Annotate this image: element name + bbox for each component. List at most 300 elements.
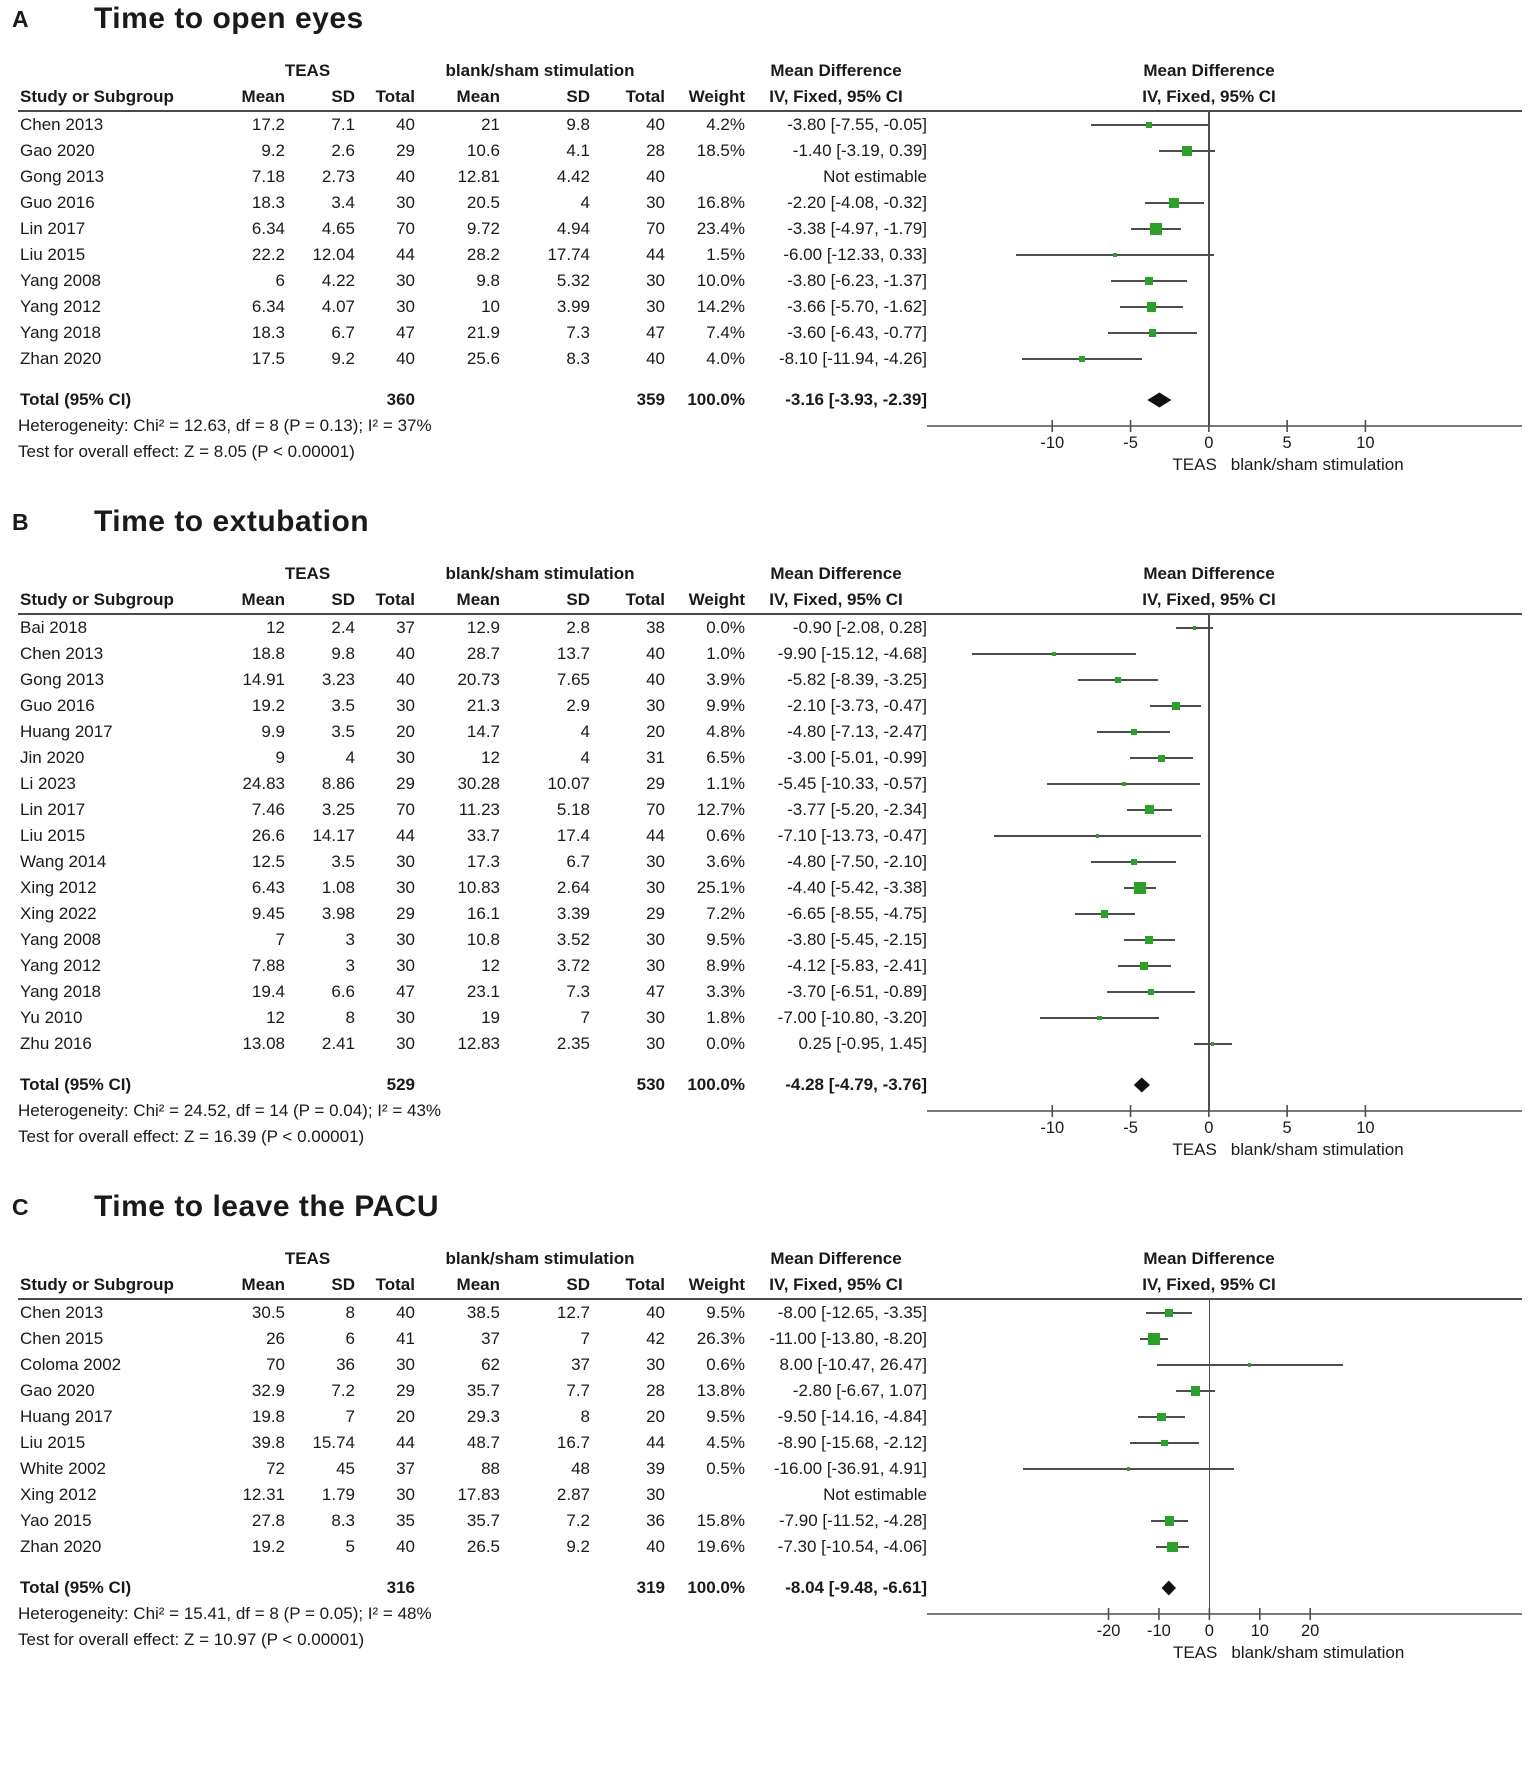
plot-cell [927, 294, 1522, 320]
total-teas: 40 [396, 167, 415, 186]
col-mean-control: Mean [456, 87, 500, 106]
total-control: 28 [646, 141, 665, 160]
mean-teas: 7 [275, 930, 285, 949]
md-ci: -3.16 [-3.93, -2.39] [785, 390, 927, 409]
study-name: White 2002 [20, 1459, 106, 1478]
study-row [18, 320, 1522, 346]
sd-teas: 6.7 [331, 323, 355, 342]
study-row [18, 1430, 1522, 1456]
mean-teas: 18.3 [251, 193, 285, 212]
sd-teas: 9.2 [331, 349, 355, 368]
sd-teas: 8 [345, 1303, 355, 1322]
axis-tick-label: 5 [1282, 1119, 1292, 1137]
total-control: 530 [636, 1075, 665, 1094]
md-ci: -3.60 [-6.43, -0.77] [787, 323, 927, 342]
study-row [18, 294, 1522, 320]
mean-control: 28.2 [466, 245, 500, 264]
col-weight: Weight [688, 87, 745, 106]
mean-control: 10.6 [466, 141, 500, 160]
row-cells [18, 771, 927, 797]
plot-cell [927, 849, 1522, 875]
plot-cell [927, 797, 1522, 823]
panel-footer [18, 1601, 1522, 1671]
weight: 3.9% [706, 670, 745, 689]
sd-control: 9.2 [566, 1537, 590, 1556]
plot-cell [927, 1404, 1522, 1430]
total-control: 40 [646, 670, 665, 689]
x-axis-area [927, 1601, 1522, 1671]
sd-control: 37 [571, 1355, 590, 1374]
column-header-row [18, 1272, 1522, 1300]
weight: 6.5% [706, 748, 745, 767]
mean-teas: 7.18 [251, 167, 285, 186]
mean-control: 17.83 [457, 1485, 500, 1504]
sd-control: 5.32 [556, 271, 590, 290]
total-teas: 30 [396, 748, 415, 767]
total-teas: 30 [396, 1008, 415, 1027]
effect-marker [1131, 729, 1137, 735]
sd-control: 7 [580, 1008, 590, 1027]
effect-marker [1172, 702, 1180, 710]
mean-control: 25.6 [466, 349, 500, 368]
mean-control: 12.81 [457, 167, 500, 186]
effect-marker [1113, 253, 1117, 257]
total-teas: 41 [396, 1329, 415, 1348]
sd-control: 3.72 [556, 956, 590, 975]
study-row [18, 771, 1522, 797]
study-name: Chen 2013 [20, 1303, 104, 1322]
study-row [18, 979, 1522, 1005]
effect-marker [1145, 936, 1153, 944]
effect-marker [1101, 910, 1108, 917]
study-row [18, 1300, 1522, 1326]
md-ci: Not estimable [823, 167, 927, 186]
mean-control: 21.3 [466, 696, 500, 715]
study-row [18, 1482, 1522, 1508]
study-name: Huang 2017 [20, 722, 113, 741]
zero-line [1208, 112, 1210, 426]
panel-title: Time to leave the PACU [94, 1190, 439, 1223]
sd-teas: 1.08 [321, 878, 355, 897]
plot-cell [927, 927, 1522, 953]
mean-difference-header: Mean Difference [770, 564, 902, 583]
sd-teas: 3 [345, 956, 355, 975]
total-control: 30 [646, 1355, 665, 1374]
col-method: IV, Fixed, 95% CI [769, 1275, 903, 1294]
row-cells [18, 320, 927, 346]
plot-cell [927, 320, 1522, 346]
sd-teas: 3.25 [321, 800, 355, 819]
row-cells [18, 1300, 927, 1326]
sd-control: 4 [580, 722, 590, 741]
mean-teas: 7.46 [251, 800, 285, 819]
total-teas: 40 [396, 644, 415, 663]
study-name: Li 2023 [20, 774, 76, 793]
total-teas: 40 [396, 1303, 415, 1322]
plot-cell [927, 823, 1522, 849]
study-name: Yang 2012 [20, 297, 101, 316]
study-name: Jin 2020 [20, 748, 85, 767]
mean-teas: 26.6 [251, 826, 285, 845]
col-sd-teas: SD [331, 1275, 355, 1294]
study-row [18, 112, 1522, 138]
md-ci: -4.40 [-5.42, -3.38] [787, 878, 927, 897]
col-mean-teas: Mean [241, 1275, 285, 1294]
sd-teas: 3 [345, 930, 355, 949]
total-teas: 35 [396, 1511, 415, 1530]
total-teas: 20 [396, 722, 415, 741]
mean-control: 10 [481, 297, 500, 316]
sd-teas: 6 [345, 1329, 355, 1348]
md-ci: -6.65 [-8.55, -4.75] [787, 904, 927, 923]
mean-teas: 9.45 [251, 904, 285, 923]
weight: 0.6% [706, 826, 745, 845]
sd-teas: 3.5 [331, 696, 355, 715]
total-control: 40 [646, 167, 665, 186]
panel-body [18, 615, 1538, 1168]
total-teas: 29 [396, 774, 415, 793]
total-control: 40 [646, 644, 665, 663]
total-control: 39 [646, 1459, 665, 1478]
row-spacer [18, 1560, 1538, 1575]
total-teas: 30 [396, 1485, 415, 1504]
md-ci: -7.30 [-10.54, -4.06] [777, 1537, 927, 1556]
plot-cell [927, 1352, 1522, 1378]
total-control: 40 [646, 115, 665, 134]
mean-teas: 12.31 [242, 1485, 285, 1504]
study-name: Gao 2020 [20, 141, 95, 160]
plot-cell [927, 216, 1522, 242]
sd-control: 4.1 [566, 141, 590, 160]
mean-teas: 19.2 [251, 1537, 285, 1556]
col-study: Study or Subgroup [20, 87, 174, 106]
x-axis [927, 1607, 1522, 1621]
plot-cell [927, 164, 1522, 190]
study-row [18, 693, 1522, 719]
plot-cell [927, 641, 1522, 667]
total-teas: 70 [396, 800, 415, 819]
plot-cell [927, 1378, 1522, 1404]
col-total-teas: Total [375, 590, 415, 609]
mean-control: 29.3 [466, 1407, 500, 1426]
mean-teas [200, 387, 285, 413]
sd-control [500, 1575, 590, 1601]
row-cells [18, 927, 927, 953]
row-cells [18, 979, 927, 1005]
mean-difference-plot-header: Mean Difference [1143, 564, 1275, 583]
row-cells [18, 719, 927, 745]
axis-tick-label: 10 [1356, 434, 1375, 452]
sd-control: 4 [580, 193, 590, 212]
study-name: Gong 2013 [20, 167, 105, 186]
weight: 26.3% [696, 1329, 745, 1348]
mean-teas: 30.5 [251, 1303, 285, 1322]
mean-difference-plot-header: Mean Difference [1143, 1249, 1275, 1268]
study-name: Guo 2016 [20, 696, 95, 715]
total-control: 42 [646, 1329, 665, 1348]
panel-footer [18, 413, 1522, 483]
sd-teas: 9.8 [331, 644, 355, 663]
row-cells [18, 1352, 927, 1378]
study-name: Bai 2018 [20, 618, 88, 637]
sd-teas: 1.79 [321, 1485, 355, 1504]
sd-control: 4.94 [556, 219, 590, 238]
weight: 100.0% [687, 390, 745, 409]
sd-control: 7.7 [566, 1381, 590, 1400]
axis-tick-label: 5 [1282, 434, 1292, 452]
plot-cell [927, 268, 1522, 294]
mean-control: 16.1 [466, 904, 500, 923]
sd-teas [285, 1072, 355, 1098]
total-teas: 70 [396, 219, 415, 238]
mean-control: 10.8 [466, 930, 500, 949]
weight: 18.5% [696, 141, 745, 160]
weight: 1.0% [706, 644, 745, 663]
panel-c-header [12, 1190, 1538, 1244]
total-teas: 29 [396, 141, 415, 160]
total-teas: 47 [396, 982, 415, 1001]
mean-teas: 70 [266, 1355, 285, 1374]
mean-control: 14.7 [466, 722, 500, 741]
sd-teas: 3.5 [331, 722, 355, 741]
md-ci: -4.80 [-7.50, -2.10] [787, 852, 927, 871]
row-cells [18, 1072, 927, 1098]
mean-teas: 12 [266, 1008, 285, 1027]
sd-control: 3.99 [556, 297, 590, 316]
weight: 1.5% [706, 245, 745, 264]
group-header-row [18, 58, 1522, 84]
mean-control: 9.8 [476, 271, 500, 290]
plot-cell [927, 242, 1522, 268]
effect-marker [1167, 1542, 1178, 1553]
total-control: 36 [646, 1511, 665, 1530]
total-control: 30 [646, 1008, 665, 1027]
mean-control [415, 1575, 500, 1601]
x-axis-area [927, 1098, 1522, 1168]
row-cells [18, 1482, 927, 1508]
total-control: 20 [646, 722, 665, 741]
col-sd-teas: SD [331, 590, 355, 609]
heterogeneity-note: Heterogeneity: Chi² = 15.41, df = 8 (P = 0.05); I² = 48% [18, 1604, 432, 1623]
weight: 8.9% [706, 956, 745, 975]
sd-control: 16.7 [556, 1433, 590, 1452]
md-ci: -9.90 [-15.12, -4.68] [777, 644, 927, 663]
total-control: 30 [646, 878, 665, 897]
study-row [18, 1031, 1522, 1057]
weight: 7.4% [706, 323, 745, 342]
mean-teas: 19.4 [251, 982, 285, 1001]
study-name: Huang 2017 [20, 1407, 113, 1426]
mean-control: 23.1 [466, 982, 500, 1001]
group2-header: blank/sham stimulation [445, 61, 635, 80]
study-name: Yang 2008 [20, 271, 101, 290]
row-cells [18, 1378, 927, 1404]
mean-control: 38.5 [466, 1303, 500, 1322]
plot-cell [927, 979, 1522, 1005]
plot-cell [927, 1575, 1522, 1601]
md-ci: -5.82 [-8.39, -3.25] [787, 670, 927, 689]
plot-cell [927, 190, 1522, 216]
plot-cell [927, 1534, 1522, 1560]
effect-marker [1122, 782, 1126, 786]
mean-control: 35.7 [466, 1381, 500, 1400]
effect-marker [1147, 302, 1157, 312]
plot-cell [927, 138, 1522, 164]
total-control: 70 [646, 219, 665, 238]
study-name: Yu 2010 [20, 1008, 83, 1027]
study-row [18, 1378, 1522, 1404]
sd-control: 3.52 [556, 930, 590, 949]
total-teas: 29 [396, 904, 415, 923]
effect-marker [1191, 1386, 1200, 1395]
total-teas: 30 [396, 1034, 415, 1053]
effect-marker [1165, 1309, 1173, 1317]
mean-teas: 17.5 [251, 349, 285, 368]
study-row [18, 242, 1522, 268]
weight [665, 164, 745, 190]
study-row [18, 953, 1522, 979]
axis-tick-label: 10 [1250, 1622, 1269, 1640]
panel-letter: B [12, 509, 29, 535]
study-row [18, 190, 1522, 216]
effect-marker [1115, 677, 1121, 683]
row-cells [18, 823, 927, 849]
plot-cell [927, 875, 1522, 901]
panel-footer [18, 1098, 1522, 1168]
weight: 3.3% [706, 982, 745, 1001]
sd-teas: 4.22 [321, 271, 355, 290]
total-teas: 30 [396, 852, 415, 871]
study-row [18, 667, 1522, 693]
total-teas: 20 [396, 1407, 415, 1426]
mean-teas [200, 1575, 285, 1601]
mean-control: 17.3 [466, 852, 500, 871]
sd-control: 4 [580, 748, 590, 767]
x-axis-area [927, 413, 1522, 483]
weight: 19.6% [696, 1537, 745, 1556]
study-name: Total (95% CI) [20, 390, 132, 409]
mean-teas: 9.2 [261, 141, 285, 160]
effect-marker [1148, 989, 1154, 995]
total-teas: 40 [396, 670, 415, 689]
sd-control: 5.18 [556, 800, 590, 819]
effect-marker [1161, 1440, 1167, 1446]
study-name: Yang 2018 [20, 323, 101, 342]
sd-teas: 15.74 [312, 1433, 355, 1452]
md-ci: -3.80 [-6.23, -1.37] [787, 271, 927, 290]
mean-control: 48.7 [466, 1433, 500, 1452]
pooled-diamond [927, 1072, 1522, 1098]
plot-cell [927, 112, 1522, 138]
col-total-control: Total [625, 590, 665, 609]
weight: 15.8% [696, 1511, 745, 1530]
md-ci: -4.80 [-7.13, -2.47] [787, 722, 927, 741]
sd-control: 4.42 [556, 167, 590, 186]
sd-teas: 4 [345, 748, 355, 767]
plot-cell [927, 1430, 1522, 1456]
effect-marker [1157, 1413, 1165, 1421]
weight: 100.0% [687, 1075, 745, 1094]
panel-letter: C [12, 1194, 29, 1220]
sd-control: 2.9 [566, 696, 590, 715]
study-name: Lin 2017 [20, 800, 86, 819]
study-name: Total (95% CI) [20, 1578, 132, 1597]
study-row [18, 1326, 1522, 1352]
weight: 9.9% [706, 696, 745, 715]
study-row [18, 641, 1522, 667]
row-cells [18, 190, 927, 216]
total-control: 38 [646, 618, 665, 637]
study-row [18, 268, 1522, 294]
row-cells [18, 1404, 927, 1430]
row-cells [18, 1456, 927, 1482]
md-ci: -3.66 [-5.70, -1.62] [787, 297, 927, 316]
col-sd-control: SD [566, 87, 590, 106]
row-cells [18, 268, 927, 294]
panel-letter: A [12, 6, 29, 32]
row-cells [18, 1534, 927, 1560]
mean-control: 19 [481, 1008, 500, 1027]
row-cells [18, 387, 927, 413]
md-ci: -7.90 [-11.52, -4.28] [778, 1511, 927, 1530]
sd-teas: 2.41 [321, 1034, 355, 1053]
study-row [18, 138, 1522, 164]
md-ci: -8.10 [-11.94, -4.26] [778, 349, 927, 368]
row-cells [18, 693, 927, 719]
plot-cell [927, 667, 1522, 693]
mean-teas: 6.43 [251, 878, 285, 897]
sd-teas: 2.4 [331, 618, 355, 637]
weight: 0.5% [706, 1459, 745, 1478]
axis-tick-label: -20 [1096, 1622, 1121, 1640]
mean-teas: 39.8 [251, 1433, 285, 1452]
study-name: Yang 2008 [20, 930, 101, 949]
total-teas: 40 [396, 115, 415, 134]
mean-control [415, 387, 500, 413]
md-ci: -16.00 [-36.91, 4.91] [773, 1459, 927, 1478]
total-control: 40 [646, 1303, 665, 1322]
row-cells [18, 641, 927, 667]
column-header-row [18, 84, 1522, 112]
weight: 4.5% [706, 1433, 745, 1452]
axis-tick-label: 0 [1204, 1119, 1214, 1137]
md-ci: -7.10 [-13.73, -0.47] [777, 826, 927, 845]
total-teas: 44 [396, 1433, 415, 1452]
study-name: Zhu 2016 [20, 1034, 92, 1053]
sd-teas: 2.73 [321, 167, 355, 186]
sd-control: 7.2 [566, 1511, 590, 1530]
mean-teas: 17.2 [251, 115, 285, 134]
study-name: Total (95% CI) [20, 1075, 132, 1094]
mean-teas: 12 [266, 618, 285, 637]
weight: 9.5% [706, 1303, 745, 1322]
plot-cell [927, 346, 1522, 372]
total-teas: 40 [396, 349, 415, 368]
plot-cell [927, 1300, 1522, 1326]
weight: 3.6% [706, 852, 745, 871]
total-teas: 360 [386, 390, 415, 409]
mean-teas: 72 [266, 1459, 285, 1478]
total-teas: 30 [396, 271, 415, 290]
mean-control: 28.7 [466, 644, 500, 663]
panel-c [12, 1190, 1538, 1671]
row-cells [18, 1031, 927, 1057]
panel-body [18, 1300, 1538, 1671]
axis-tick-label: 0 [1204, 434, 1214, 452]
col-total-control: Total [625, 87, 665, 106]
mean-teas: 18.8 [251, 644, 285, 663]
sd-teas [285, 1575, 355, 1601]
